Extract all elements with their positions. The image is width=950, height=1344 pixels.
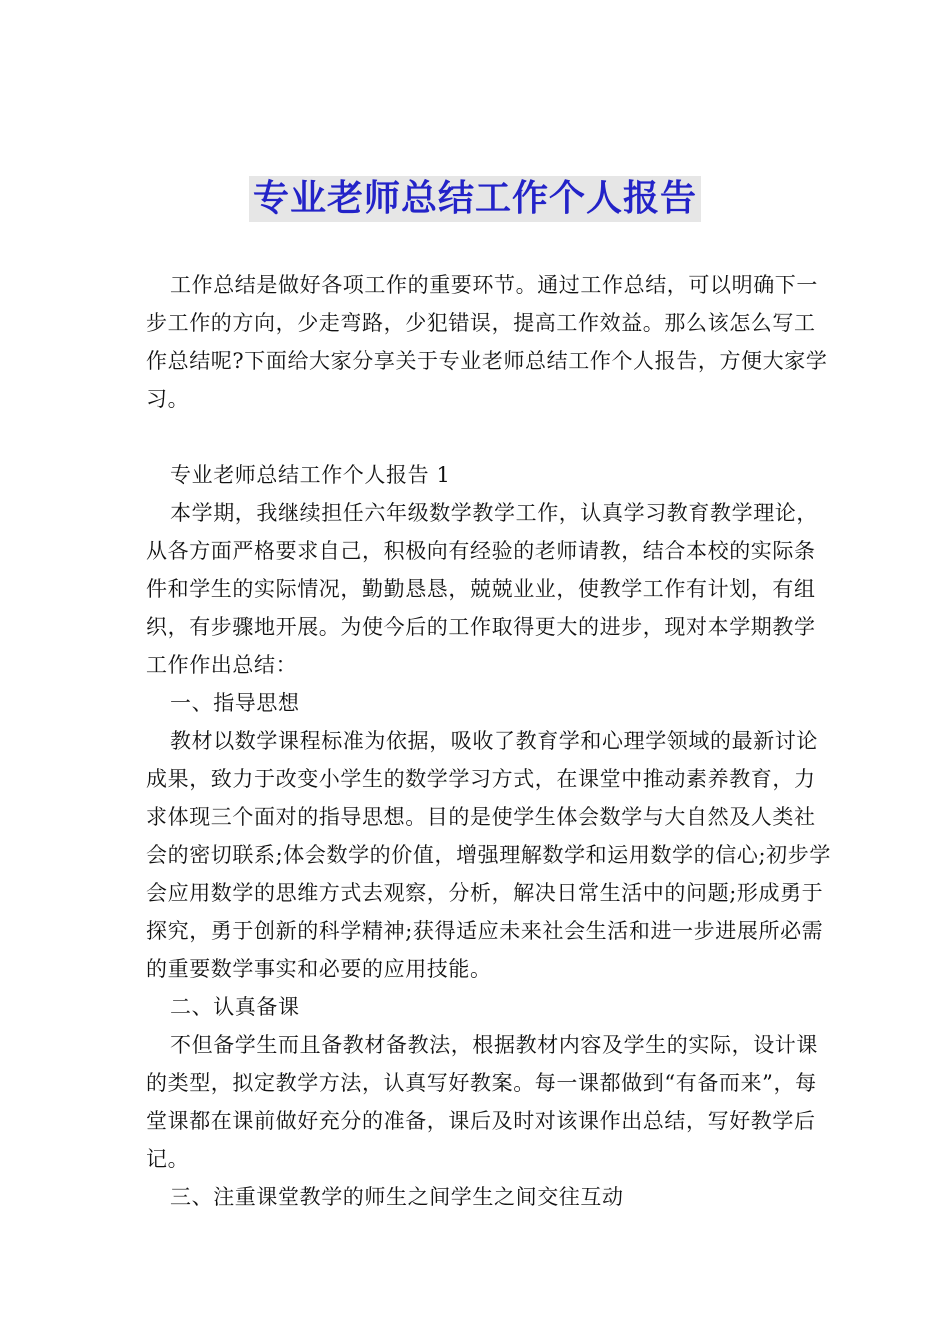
section-heading-report-1: 专业老师总结工作个人报告 1	[170, 463, 451, 487]
body-paragraph: 本学期，我继续担任六年级数学教学工作，认真学习教育教学理论，从各方面严格要求自己，积极向有经验的老师请教，结合本校的实际条件和学生的实际情况，勤勤恳恳，兢兢业业，使教学工作有计划，有组织，有步骤地开展。为使今后的工作取得更大的进步，现对本学期教学工作作出总结：	[146, 501, 818, 677]
document-body	[146, 266, 836, 1216]
title-container	[0, 176, 950, 222]
section-heading-guiding-idea: 一、指导思想	[170, 691, 300, 715]
body-paragraph: 不但备学生而且备教材备教法，根据教材内容及学生的实际，设计课的类型，拟定教学方法，认真写好教案。每一课都做到“有备而来”，每堂课都在课前做好充分的准备，课后及时对该课作出总结，写好教学后记。	[146, 1033, 818, 1171]
intro-paragraph: 工作总结是做好各项工作的重要环节。通过工作总结，可以明确下一步工作的方向，少走弯路，少犯错误，提高工作效益。那么该怎么写工作总结呢?下面给大家分享关于专业老师总结工作个人报告，方便大家学习。	[146, 273, 828, 411]
section-heading-classroom-interaction: 三、注重课堂教学的师生之间学生之间交往互动	[170, 1185, 624, 1209]
body-paragraph: 教材以数学课程标准为依据，吸收了教育学和心理学领域的最新讨论成果，致力于改变小学生的数学学习方式，在课堂中推动素养教育，力求体现三个面对的指导思想。目的是使学生体会数学与大自然及人类社会的密切联系;体会数学的价值，增强理解数学和运用数学的信心;初步学会应用数学的思维方式去观察，分析，解决日常生活中的问题;形成勇于探究，勇于创新的科学精神;获得适应未来社会生活和进一步进展所必需的重要数学事实和必要的应用技能。	[146, 729, 831, 981]
section-heading-lesson-prep: 二、认真备课	[170, 995, 300, 1019]
paragraph-gap	[146, 418, 836, 456]
document-title: 专业老师总结工作个人报告	[249, 176, 701, 222]
